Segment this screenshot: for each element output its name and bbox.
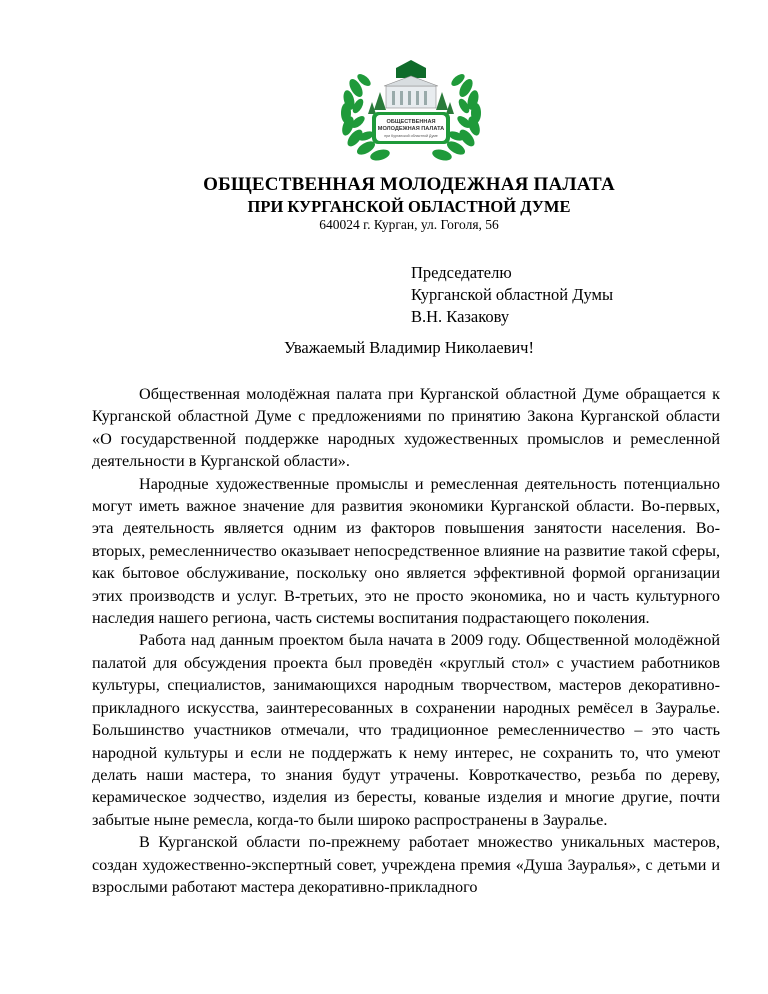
banner-icon (396, 60, 426, 78)
organization-subtitle: ПРИ КУРГАНСКОЙ ОБЛАСТНОЙ ДУМЕ (247, 197, 571, 216)
logo-text-line3: при Курганской областной Думе (384, 134, 438, 138)
paragraph-2: Народные художественные промыслы и ремесленная деятельность потенциально могут иметь важное значение для развития экономики Курганской области. Во-первых, эта деятельность является одним из факторов повышения занятости населения. Во-вторых, ремесленничество оказывает непосредственное влияние на развитие такой сферы, как бытовое обслуживание, поскольку оно является эффективной формой организации этих производств и услуг. В-третьих, это не просто экономика, но и часть культурного наследия нашего региона, часть системы воспитания подрастающего поколения. (92, 474, 720, 628)
recipient-line-2: Курганской областной Думы (411, 285, 614, 304)
recipient-line-1: Председателю (411, 263, 512, 282)
building-icon (384, 76, 438, 108)
letter-body (92, 383, 720, 898)
laurel-wreath-emblem (336, 58, 486, 166)
paragraph-3: Работа над данным проектом была начата в 2009 году. Общественной молодёжной палатой для обсуждения проекта был проведён «круглый стол» с участием работников культуры, специалистов, занимающихся народным творчеством, мастеров декоративно-прикладного искусства, заинтересованных в сохранении народных ремёсел в Зауралье. Большинство участников отмечали, что традиционное ремесленничество – это часть народной культуры и если не поддержать к нему интерес, не сохранить то, что умеют делать наши мастера, то знания будут утрачены. Ковроткачество, резьба по дереву, керамическое зодчество, изделия из бересты, кованые изделия и многие другие, почти забытые ныне ремесла, когда-то были широко распространены в Зауралье. (92, 631, 720, 829)
organization-address: 640024 г. Курган, ул. Гоголя, 56 (319, 217, 499, 232)
logo-text-line1: ОБЩЕСТВЕННАЯ (386, 119, 436, 125)
logo-text-line2: МОЛОДЕЖНАЯ ПАЛАТА (377, 126, 445, 132)
salutation: Уважаемый Владимир Николаевич! (284, 338, 534, 357)
paragraph-4: В Курганской области по-прежнему работает множество уникальных мастеров, создан художественно-экспертный совет, учреждена премия «Душа Зауралья», с детьми и взрослыми работают мастера декоративно-прикладного (92, 833, 720, 896)
paragraph-1: Общественная молодёжная палата при Курганской областной Думе обращается к Курганской областной Думе с предложениями по принятию Закона Курганской области «О государственной поддержке народных художественных промыслов и ремесленной деятельности в Курганской области». (92, 385, 720, 471)
organization-title: ОБЩЕСТВЕННАЯ МОЛОДЕЖНАЯ ПАЛАТА (203, 174, 615, 195)
recipient-line-3: В.Н. Казакову (411, 307, 510, 326)
organization-logo (336, 58, 486, 166)
recipient-block (411, 262, 613, 328)
